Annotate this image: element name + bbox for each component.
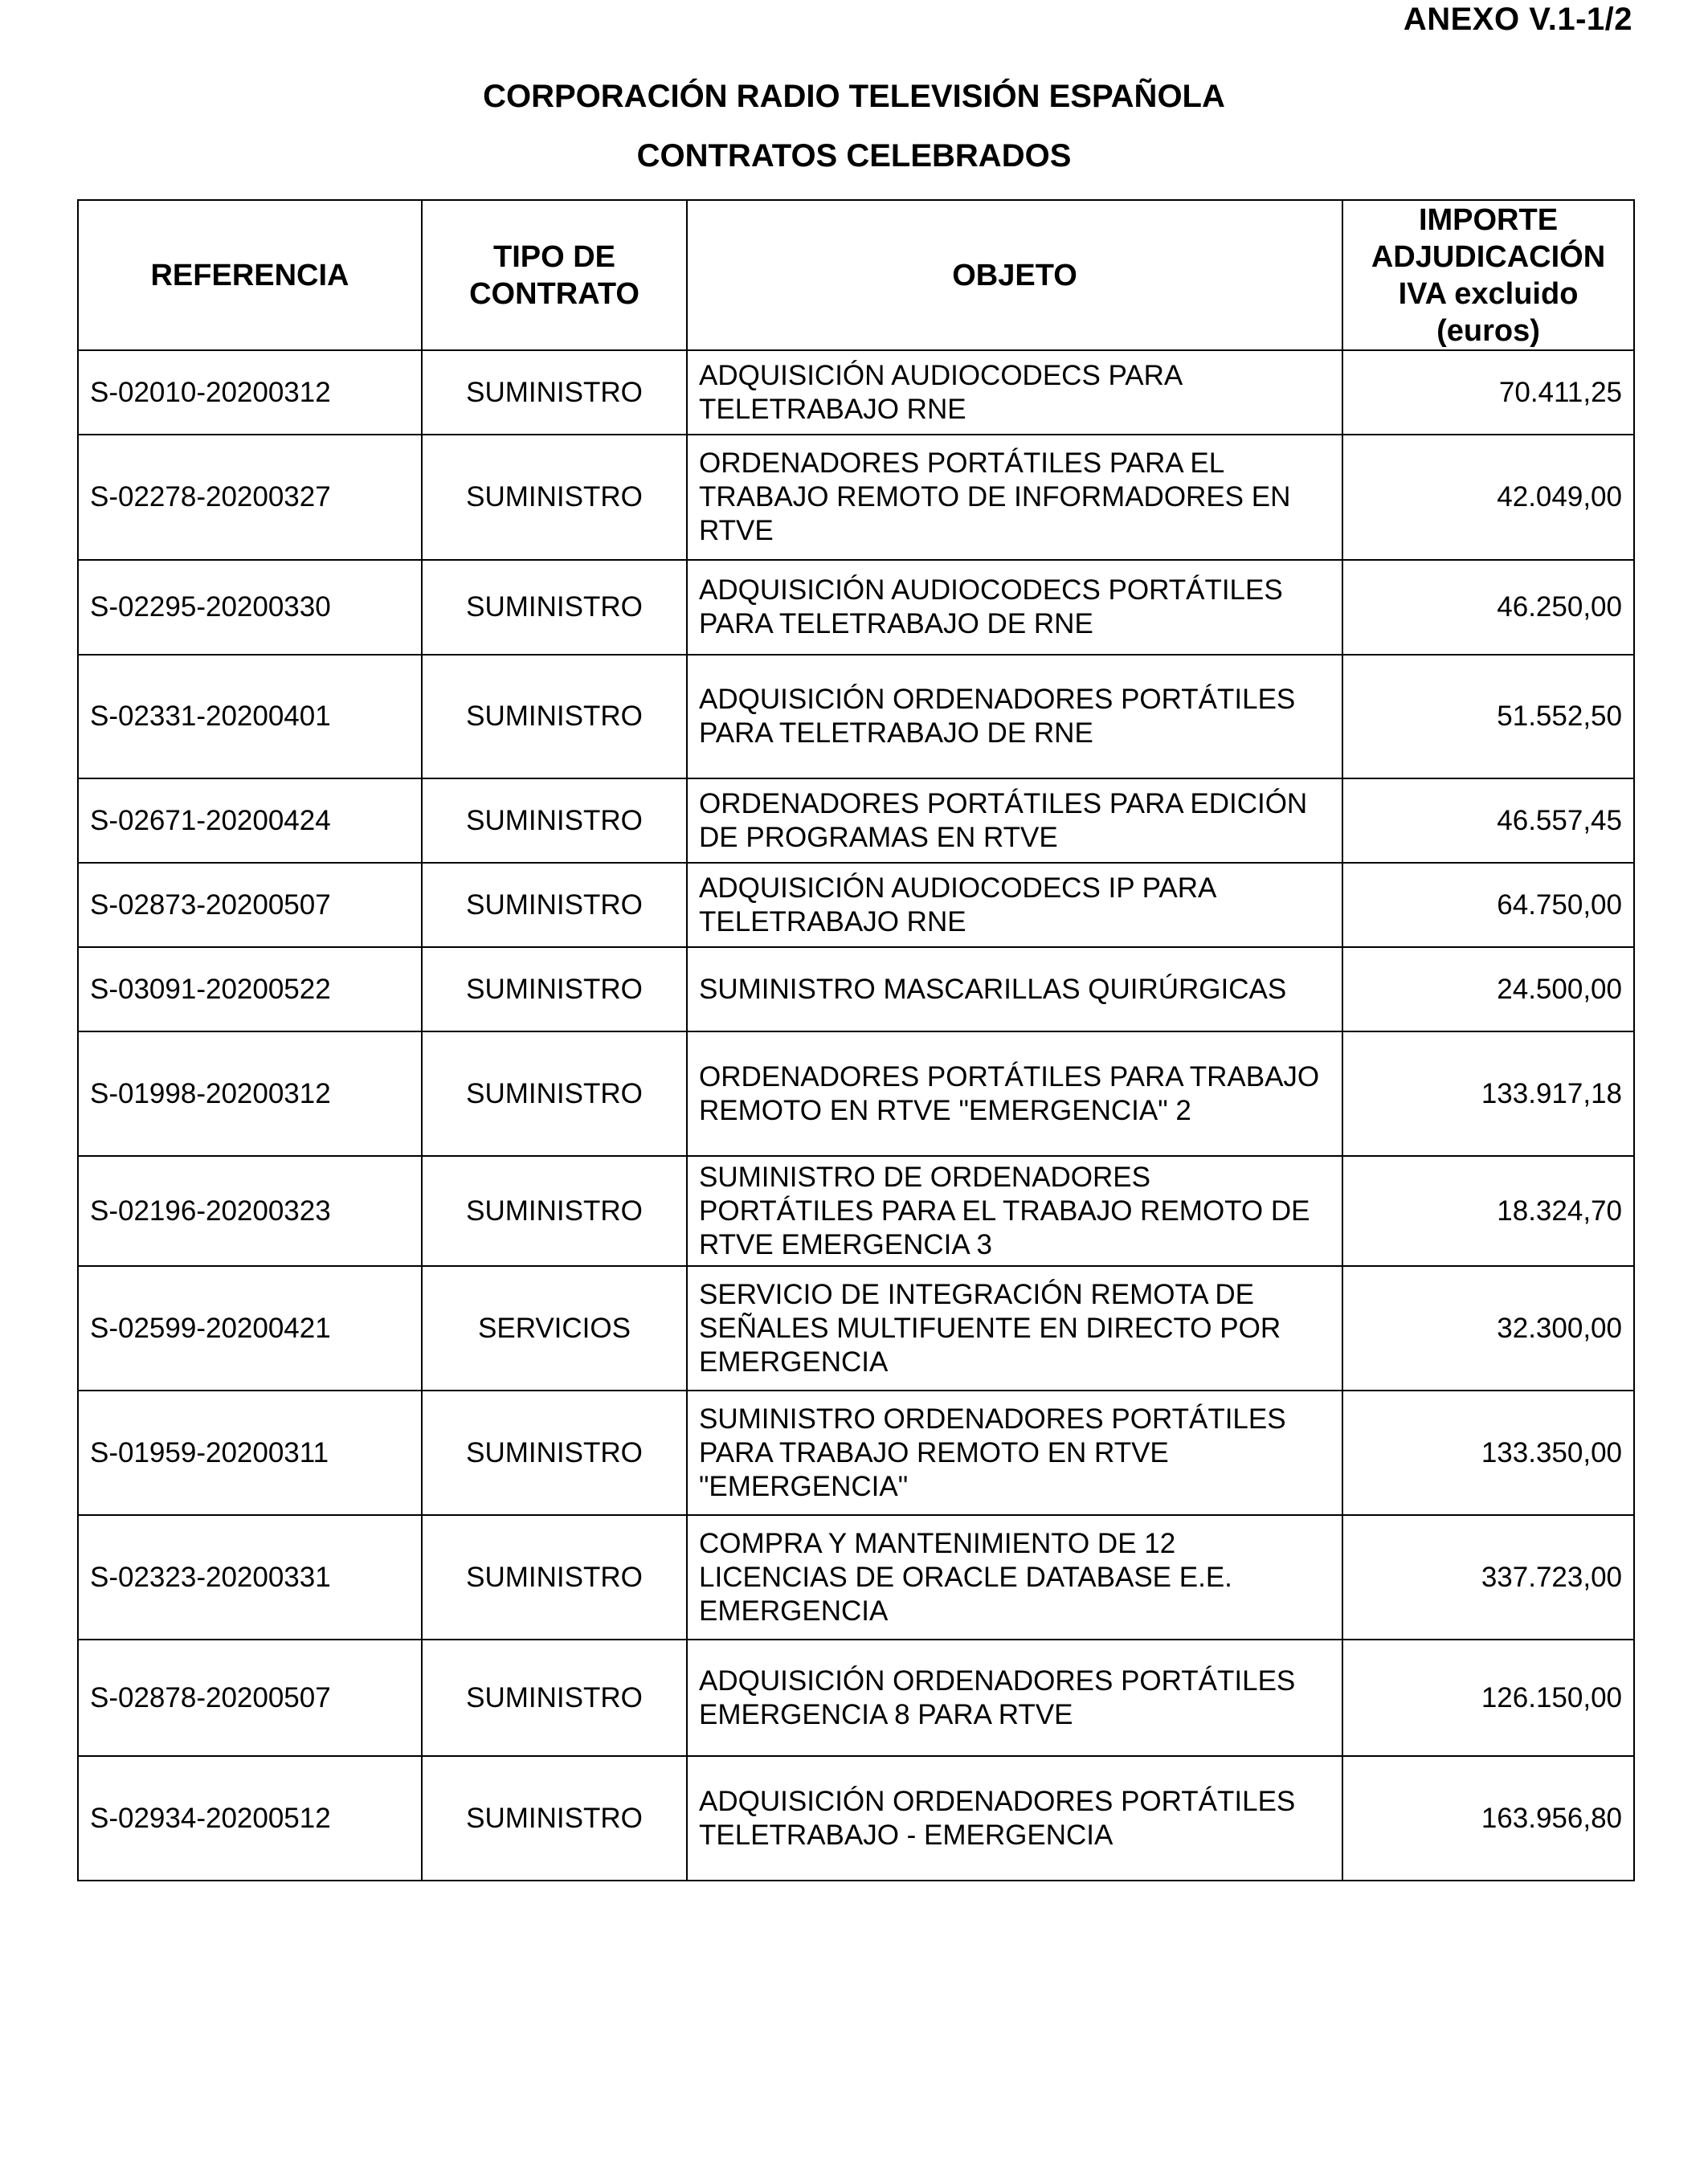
header-tipo-contrato: TIPO DE CONTRATO [422, 200, 687, 350]
cell-tipo-contrato: SUMINISTRO [422, 1515, 687, 1640]
cell-importe: 32.300,00 [1342, 1266, 1634, 1391]
cell-importe: 163.956,80 [1342, 1756, 1634, 1881]
cell-tipo-contrato: SUMINISTRO [422, 947, 687, 1031]
cell-referencia: S-02599-20200421 [78, 1266, 422, 1391]
cell-objeto: SUMINISTRO MASCARILLAS QUIRÚRGICAS [687, 947, 1342, 1031]
table-row [78, 863, 1634, 947]
cell-objeto: ADQUISICIÓN ORDENADORES PORTÁTILES EMERGENCIA 8 PARA RTVE [687, 1640, 1342, 1756]
cell-tipo-contrato: SUMINISTRO [422, 655, 687, 778]
document-subtitle: CONTRATOS CELEBRADOS [636, 138, 1072, 174]
table-row [78, 1156, 1634, 1266]
cell-objeto: SUMINISTRO DE ORDENADORES PORTÁTILES PARA EL TRABAJO REMOTO DE RTVE EMERGENCIA 3 [687, 1156, 1342, 1266]
table-row [78, 1391, 1634, 1515]
table-row [78, 1031, 1634, 1156]
cell-tipo-contrato: SUMINISTRO [422, 1031, 687, 1156]
cell-referencia: S-02331-20200401 [78, 655, 422, 778]
cell-objeto: ADQUISICIÓN ORDENADORES PORTÁTILES PARA TELETRABAJO DE RNE [687, 655, 1342, 778]
cell-tipo-contrato: SUMINISTRO [422, 350, 687, 435]
table-row [78, 350, 1634, 435]
cell-importe: 337.723,00 [1342, 1515, 1634, 1640]
cell-tipo-contrato: SUMINISTRO [422, 1640, 687, 1756]
cell-referencia: S-02873-20200507 [78, 863, 422, 947]
table-row [78, 947, 1634, 1031]
cell-objeto: ADQUISICIÓN AUDIOCODECS PORTÁTILES PARA TELETRABAJO DE RNE [687, 560, 1342, 655]
cell-objeto: ADQUISICIÓN ORDENADORES PORTÁTILES TELETRABAJO - EMERGENCIA [687, 1756, 1342, 1881]
table-row [78, 435, 1634, 560]
cell-referencia: S-02295-20200330 [78, 560, 422, 655]
cell-referencia: S-02196-20200323 [78, 1156, 422, 1266]
cell-tipo-contrato: SUMINISTRO [422, 778, 687, 863]
cell-tipo-contrato: SUMINISTRO [422, 863, 687, 947]
cell-referencia: S-02671-20200424 [78, 778, 422, 863]
cell-referencia: S-03091-20200522 [78, 947, 422, 1031]
annex-label: ANEXO V.1-1/2 [1403, 2, 1632, 37]
cell-objeto: SUMINISTRO ORDENADORES PORTÁTILES PARA TRABAJO REMOTO EN RTVE "EMERGENCIA" [687, 1391, 1342, 1515]
cell-importe: 126.150,00 [1342, 1640, 1634, 1756]
table-row [78, 1640, 1634, 1756]
cell-importe: 18.324,70 [1342, 1156, 1634, 1266]
cell-objeto: ORDENADORES PORTÁTILES PARA EDICIÓN DE PROGRAMAS EN RTVE [687, 778, 1342, 863]
cell-tipo-contrato: SUMINISTRO [422, 1391, 687, 1515]
cell-importe: 133.917,18 [1342, 1031, 1634, 1156]
table-row [78, 778, 1634, 863]
cell-referencia: S-01959-20200311 [78, 1391, 422, 1515]
table-header-row [78, 200, 1634, 350]
cell-referencia: S-02878-20200507 [78, 1640, 422, 1756]
cell-referencia: S-02278-20200327 [78, 435, 422, 560]
cell-tipo-contrato: SUMINISTRO [422, 1156, 687, 1266]
cell-objeto: ADQUISICIÓN AUDIOCODECS IP PARA TELETRABAJO RNE [687, 863, 1342, 947]
cell-referencia: S-02934-20200512 [78, 1756, 422, 1881]
table-body [78, 350, 1634, 1881]
cell-importe: 133.350,00 [1342, 1391, 1634, 1515]
cell-objeto: ADQUISICIÓN AUDIOCODECS PARA TELETRABAJO RNE [687, 350, 1342, 435]
cell-objeto: ORDENADORES PORTÁTILES PARA EL TRABAJO REMOTO DE INFORMADORES EN RTVE [687, 435, 1342, 560]
cell-tipo-contrato: SUMINISTRO [422, 1756, 687, 1881]
cell-referencia: S-01998-20200312 [78, 1031, 422, 1156]
cell-objeto: SERVICIO DE INTEGRACIÓN REMOTA DE SEÑALES MULTIFUENTE EN DIRECTO POR EMERGENCIA [687, 1266, 1342, 1391]
contracts-table [77, 199, 1635, 1881]
cell-importe: 24.500,00 [1342, 947, 1634, 1031]
header-importe: IMPORTE ADJUDICACIÓN IVA excluido (euros) [1342, 200, 1634, 350]
cell-importe: 64.750,00 [1342, 863, 1634, 947]
cell-tipo-contrato: SUMINISTRO [422, 435, 687, 560]
cell-importe: 70.411,25 [1342, 350, 1634, 435]
table-row [78, 1756, 1634, 1881]
cell-importe: 46.557,45 [1342, 778, 1634, 863]
header-referencia: REFERENCIA [78, 200, 422, 350]
cell-tipo-contrato: SUMINISTRO [422, 560, 687, 655]
cell-importe: 46.250,00 [1342, 560, 1634, 655]
header-objeto: OBJETO [687, 200, 1342, 350]
cell-objeto: COMPRA Y MANTENIMIENTO DE 12 LICENCIAS DE ORACLE DATABASE E.E. EMERGENCIA [687, 1515, 1342, 1640]
document-title: CORPORACIÓN RADIO TELEVISIÓN ESPAÑOLA [483, 79, 1225, 114]
cell-tipo-contrato: SERVICIOS [422, 1266, 687, 1391]
table-row [78, 560, 1634, 655]
table-row [78, 655, 1634, 778]
cell-referencia: S-02010-20200312 [78, 350, 422, 435]
cell-referencia: S-02323-20200331 [78, 1515, 422, 1640]
table-row [78, 1515, 1634, 1640]
table-row [78, 1266, 1634, 1391]
cell-importe: 42.049,00 [1342, 435, 1634, 560]
cell-objeto: ORDENADORES PORTÁTILES PARA TRABAJO REMOTO EN RTVE "EMERGENCIA" 2 [687, 1031, 1342, 1156]
cell-importe: 51.552,50 [1342, 655, 1634, 778]
